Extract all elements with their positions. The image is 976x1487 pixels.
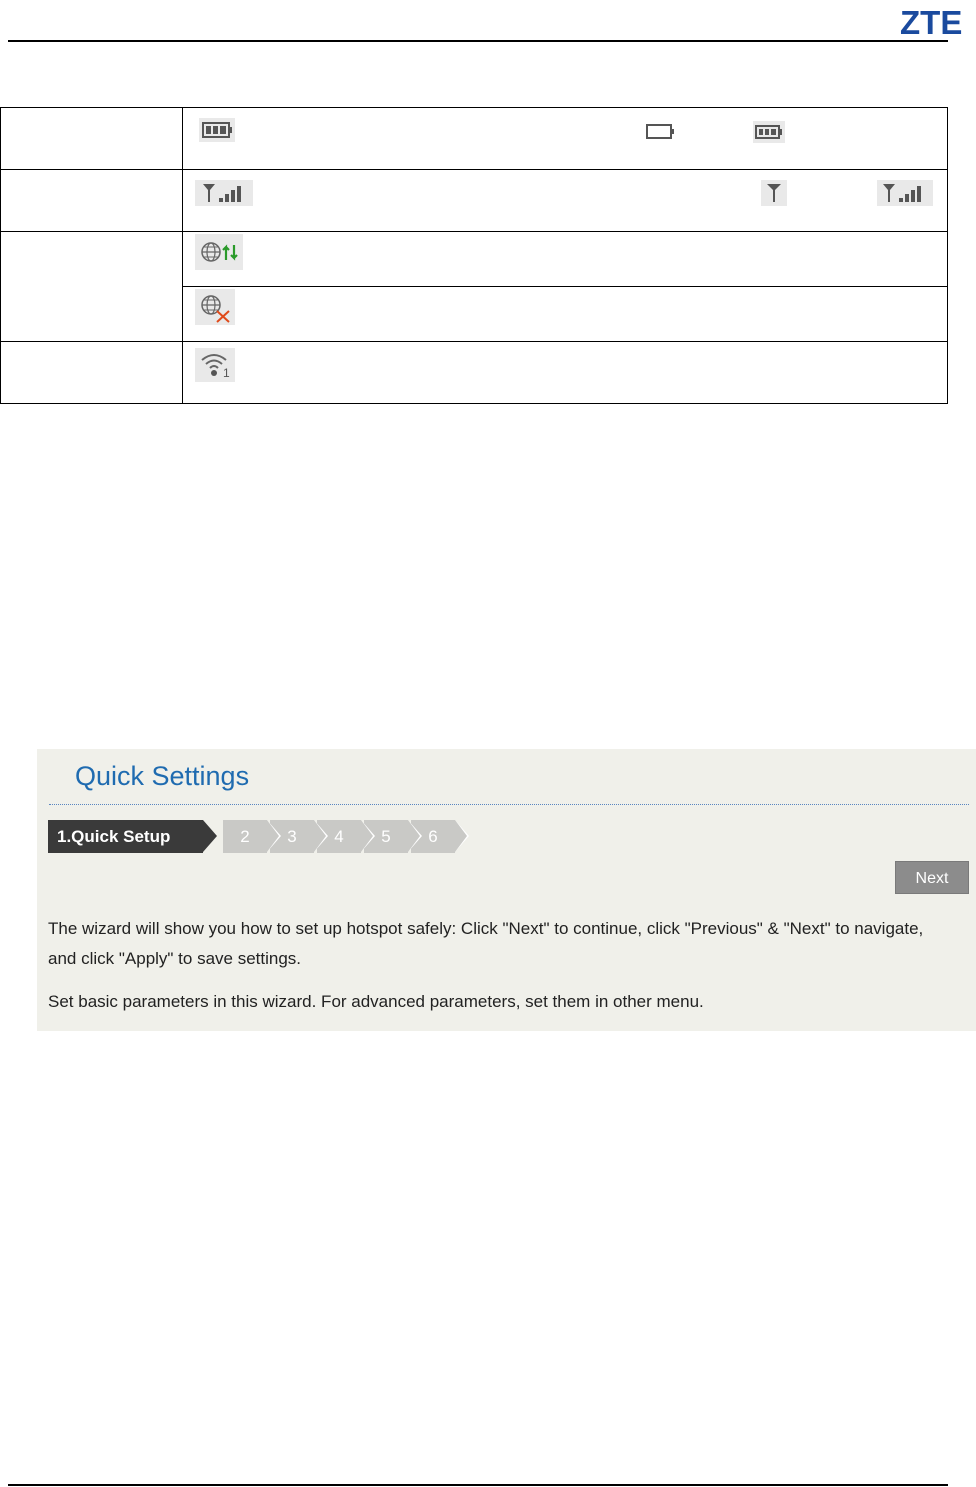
battery-full-icon [199,118,235,142]
wizard-step-1-active[interactable]: 1.Quick Setup [48,820,203,853]
wizard-steps [48,820,448,853]
table-cell-label [1,108,183,170]
table-cell-icons [183,342,948,404]
battery-empty-icon [643,121,677,143]
next-button[interactable]: Next [895,861,969,894]
antenna-no-signal-icon [761,180,787,206]
signal-strength-icon [195,180,253,206]
table-cell-icons [183,170,948,232]
zte-logo-text: ZTE [900,4,963,41]
wizard-note: Set basic parameters in this wizard. For advanced parameters, set them in other menu. [48,992,704,1011]
wizard-step-3[interactable]: 3 [270,820,314,853]
table-cell-label [1,232,183,342]
table-row [1,170,948,232]
wizard-step-6[interactable]: 6 [411,820,455,853]
battery-full-icon [753,121,785,143]
wizard-step-4[interactable]: 4 [317,820,361,853]
table-row [1,108,948,170]
quick-settings-panel [37,749,976,1031]
title-divider [49,804,969,805]
wifi-clients-icon [195,348,235,382]
wizard-description: The wizard will show you how to set up hotspot safely: Click "Next" to continue, click "Previous" & "Next" to navigate, and click "Apply" to save settings. [48,919,924,968]
wizard-step-5[interactable]: 5 [364,820,408,853]
table-cell-label [1,170,183,232]
header-divider [8,40,948,42]
globe-disconnected-icon [195,289,235,325]
table-cell-label [1,342,183,404]
table-cell-icons [183,108,948,170]
page-title: Quick Settings [75,761,250,791]
wifi-client-count: 1 [223,366,230,380]
status-icon-table [0,107,948,404]
table-row [1,232,948,287]
table-cell-icons [183,232,948,287]
table-cell-icons [183,287,948,342]
globe-data-transfer-icon [195,234,243,270]
table-row [1,342,948,404]
signal-strength-icon [877,180,933,206]
zte-logo [898,2,963,41]
footer-divider [8,1484,948,1486]
wizard-step-2[interactable]: 2 [223,820,267,853]
